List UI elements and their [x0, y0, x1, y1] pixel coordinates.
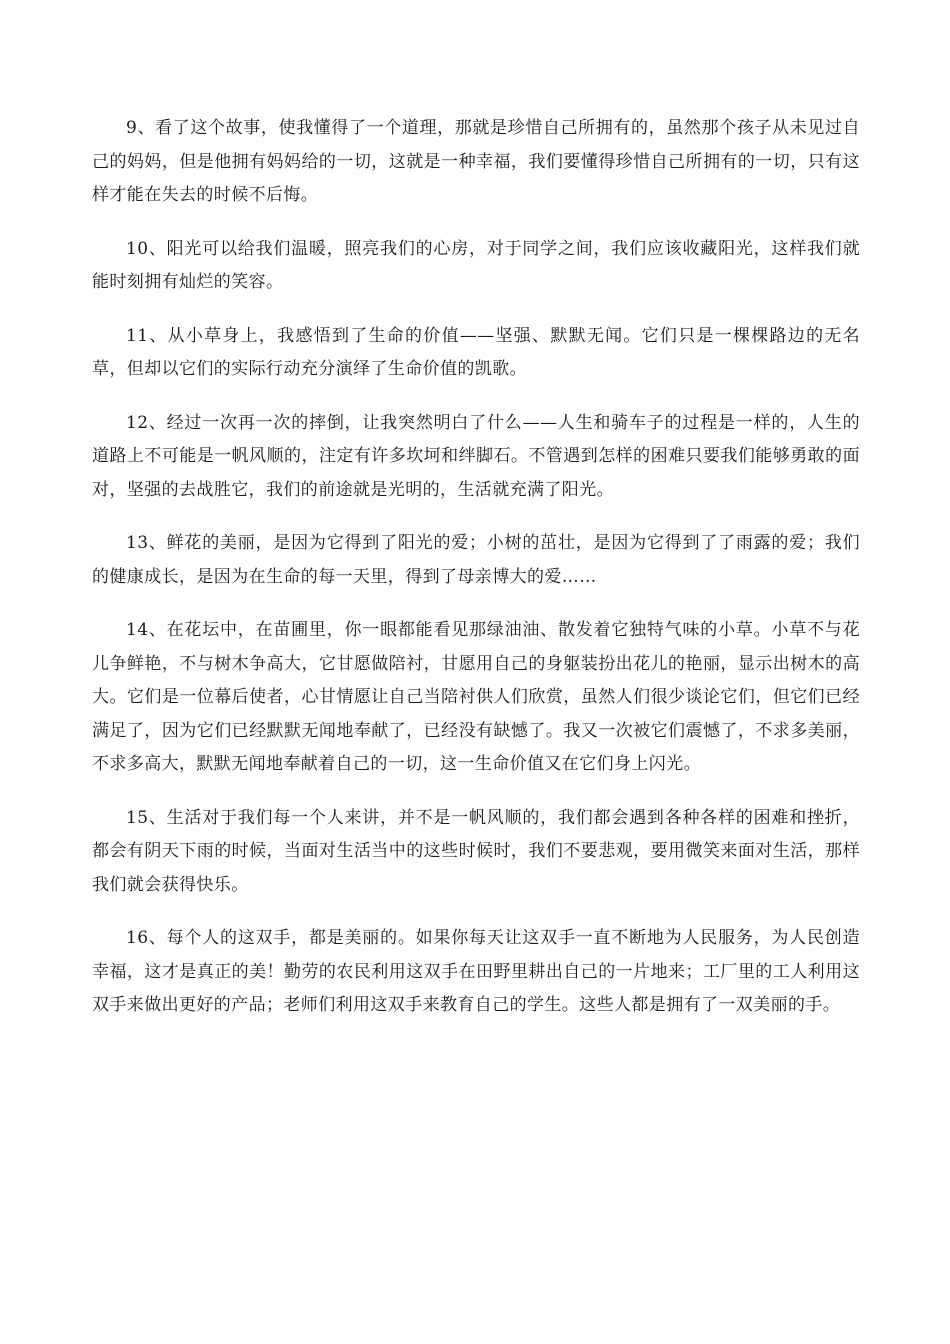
document-page: [92, 112, 860, 1043]
paragraph-10: 10、阳光可以给我们温暖，照亮我们的心房，对于同学之间，我们应该收藏阳光，这样我们就能时刻拥有灿烂的笑容。: [92, 238, 860, 292]
paragraph-15: 15、生活对于我们每一个人来讲，并不是一帆风顺的，我们都会遇到各种各样的困难和挫折，都会有阴天下雨的时候，当面对生活当中的这些时候时，我们不要悲观，要用微笑来面对生活，那样我们就会获得快乐。: [92, 807, 860, 895]
paragraph-13: 13、鲜花的美丽，是因为它得到了阳光的爱；小树的茁壮，是因为它得到了了雨露的爱；我们的健康成长，是因为在生命的每一天里，得到了母亲博大的爱……: [92, 533, 860, 587]
paragraph-9: 9、看了这个故事，使我懂得了一个道理，那就是珍惜自己所拥有的，虽然那个孩子从未见过自己的妈妈，但是他拥有妈妈给的一切，这就是一种幸福，我们要懂得珍惜自己所拥有的一切，只有这样才能在失去的时候不后悔。: [92, 118, 860, 205]
paragraph-14: 14、在花坛中，在苗圃里，你一眼都能看见那绿油油、散发着它独特气味的小草。小草不与花儿争鲜艳，不与树木争高大，它甘愿做陪衬，甘愿用自己的身躯装扮出花儿的艳丽，显示出树木的高大。它们是一位幕后使者，心甘情愿让自己当陪衬供人们欣赏，虽然人们很少谈论它们，但它们已经满足了，因为它们已经默默无闻地奉献了，已经没有缺憾了。我又一次被它们震憾了，不求多美丽，不求多高大，默默无闻地奉献着自己的一切，这一生命价值又在它们身上闪光。: [92, 620, 860, 774]
paragraph-16: 16、每个人的这双手，都是美丽的。如果你每天让这双手一直不断地为人民服务，为人民创造幸福，这才是真正的美！勤劳的农民利用这双手在田野里耕出自己的一片地来；工厂里的工人利用这双手来做出更好的产品；老师们利用这双手来教育自己的学生。这些人都是拥有了一双美丽的手。: [92, 928, 860, 1015]
paragraph-12: 12、经过一次再一次的摔倒，让我突然明白了什么——人生和骑车子的过程是一样的，人生的道路上不可能是一帆风顺的，注定有许多坎坷和绊脚石。不管遇到怎样的困难只要我们能够勇敢的面对，坚强的去战胜它，我们的前途就是光明的，生活就充满了阳光。: [92, 412, 860, 500]
paragraph-11: 11、从小草身上，我感悟到了生命的价值——坚强、默默无闻。它们只是一棵棵路边的无名草，但却以它们的实际行动充分演绎了生命价值的凯歌。: [92, 325, 860, 379]
